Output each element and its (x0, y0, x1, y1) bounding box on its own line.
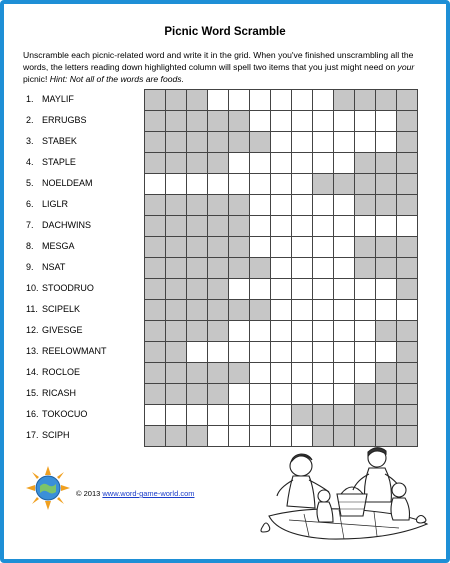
word-game-world-logo (26, 466, 70, 510)
grid-cell-blocked (397, 111, 418, 132)
grid-cell-answer[interactable] (292, 195, 313, 216)
grid-cell-blocked (397, 237, 418, 258)
grid-cell-answer[interactable] (229, 405, 250, 426)
grid-cell-answer[interactable] (271, 111, 292, 132)
clue-word: ERRUGBS (42, 115, 87, 125)
grid-cell-blocked (166, 384, 187, 405)
clue-word: RICASH (42, 388, 77, 398)
instructions (23, 49, 433, 86)
clue-item (26, 262, 65, 272)
grid-cell-blocked (376, 363, 397, 384)
grid-cell-blocked (166, 426, 187, 447)
grid-cell-blocked (397, 195, 418, 216)
instructions-text-2: picnic! (23, 74, 50, 85)
grid-cell-answer[interactable] (334, 195, 355, 216)
website-link[interactable]: www.word-game-world.com (102, 489, 195, 498)
grid-cell-answer[interactable] (187, 174, 208, 195)
grid-cell-answer[interactable] (313, 153, 334, 174)
grid-cell-answer[interactable] (313, 279, 334, 300)
grid-cell-answer[interactable] (292, 279, 313, 300)
grid-cell-answer[interactable] (334, 279, 355, 300)
grid-cell-answer[interactable] (271, 237, 292, 258)
grid-cell-blocked (208, 153, 229, 174)
grid-cell-blocked (376, 153, 397, 174)
grid-cell-answer[interactable] (166, 405, 187, 426)
grid-cell-answer[interactable] (355, 342, 376, 363)
grid-cell-answer[interactable] (271, 342, 292, 363)
grid-cell-blocked (208, 195, 229, 216)
grid-cell-answer[interactable] (250, 279, 271, 300)
grid-cell-answer[interactable] (292, 363, 313, 384)
grid-cell-answer[interactable] (397, 216, 418, 237)
grid-cell-answer[interactable] (229, 321, 250, 342)
grid-cell-blocked (355, 405, 376, 426)
grid-cell-blocked (397, 132, 418, 153)
clue-number: 2. (26, 115, 34, 125)
grid-cell-answer[interactable] (313, 132, 334, 153)
clue-number: 7. (26, 220, 34, 230)
grid-cell-answer[interactable] (271, 384, 292, 405)
grid-cell-answer[interactable] (208, 90, 229, 111)
grid-cell-answer[interactable] (292, 237, 313, 258)
grid-cell-blocked (313, 174, 334, 195)
grid-cell-answer[interactable] (313, 216, 334, 237)
grid-cell-blocked (187, 426, 208, 447)
clue-item (26, 199, 68, 209)
grid-cell-answer[interactable] (229, 174, 250, 195)
grid-cell-blocked (397, 258, 418, 279)
grid-cell-blocked (208, 300, 229, 321)
grid-cell-answer[interactable] (271, 258, 292, 279)
clue-word: SCIPELK (42, 304, 81, 314)
grid-cell-blocked (355, 174, 376, 195)
grid-cell-answer[interactable] (229, 384, 250, 405)
clue-item (26, 304, 80, 314)
grid-cell-answer[interactable] (250, 195, 271, 216)
grid-cell-blocked (397, 279, 418, 300)
clue-number: 12. (26, 325, 39, 335)
grid-cell-answer[interactable] (250, 321, 271, 342)
grid-cell-answer[interactable] (313, 363, 334, 384)
grid-cell-blocked (166, 111, 187, 132)
grid-cell-blocked (313, 405, 334, 426)
grid-cell-answer[interactable] (271, 90, 292, 111)
grid-cell-blocked (376, 405, 397, 426)
grid-cell-answer[interactable] (292, 384, 313, 405)
grid-cell-answer[interactable] (292, 174, 313, 195)
grid-cell-blocked (397, 174, 418, 195)
grid-cell-blocked (166, 258, 187, 279)
grid-cell-blocked (145, 132, 166, 153)
grid-cell-answer[interactable] (292, 216, 313, 237)
grid-cell-blocked (187, 216, 208, 237)
grid-cell-answer[interactable] (250, 363, 271, 384)
clue-word: TOKOCUO (42, 409, 88, 419)
clue-item (26, 283, 94, 293)
grid-cell-blocked (208, 237, 229, 258)
grid-cell-blocked (208, 258, 229, 279)
grid-cell-answer[interactable] (292, 90, 313, 111)
grid-cell-blocked (145, 363, 166, 384)
grid-cell-blocked (355, 258, 376, 279)
grid-cell-answer[interactable] (208, 342, 229, 363)
clue-word: STOODRUO (42, 283, 94, 293)
grid-cell-blocked (166, 216, 187, 237)
clue-number: 1. (26, 94, 34, 104)
grid-cell-blocked (376, 237, 397, 258)
grid-cell-blocked (166, 132, 187, 153)
answer-grid (144, 89, 418, 447)
grid-cell-blocked (376, 258, 397, 279)
grid-cell-answer[interactable] (376, 300, 397, 321)
grid-cell-blocked (229, 132, 250, 153)
grid-cell-blocked (355, 153, 376, 174)
grid-cell-answer[interactable] (292, 258, 313, 279)
grid-cell-answer[interactable] (355, 321, 376, 342)
picnic-illustration (249, 444, 439, 544)
grid-cell-blocked (145, 300, 166, 321)
clue-number: 16. (26, 409, 39, 419)
grid-cell-answer[interactable] (145, 405, 166, 426)
grid-cell-answer[interactable] (334, 132, 355, 153)
grid-cell-blocked (397, 405, 418, 426)
clue-item (26, 388, 76, 398)
clue-word: SCIPH (42, 430, 70, 440)
grid-cell-blocked (166, 279, 187, 300)
grid-cell-blocked (376, 321, 397, 342)
grid-cell-answer[interactable] (292, 153, 313, 174)
grid-cell-blocked (397, 384, 418, 405)
clue-word: DACHWINS (42, 220, 91, 230)
grid-cell-answer[interactable] (145, 174, 166, 195)
grid-cell-answer[interactable] (250, 153, 271, 174)
grid-cell-blocked (229, 300, 250, 321)
grid-cell-answer[interactable] (292, 300, 313, 321)
grid-cell-blocked (376, 384, 397, 405)
grid-cell-blocked (355, 90, 376, 111)
clue-item (26, 115, 87, 125)
grid-cell-answer[interactable] (334, 342, 355, 363)
grid-cell-blocked (229, 258, 250, 279)
grid-cell-answer[interactable] (355, 216, 376, 237)
grid-cell-blocked (187, 111, 208, 132)
grid-cell-blocked (334, 90, 355, 111)
grid-cell-answer[interactable] (271, 195, 292, 216)
clue-number: 17. (26, 430, 39, 440)
grid-cell-blocked (187, 237, 208, 258)
grid-cell-answer[interactable] (292, 132, 313, 153)
grid-cell-blocked (355, 195, 376, 216)
grid-cell-blocked (187, 279, 208, 300)
grid-cell-answer[interactable] (376, 111, 397, 132)
grid-cell-blocked (355, 237, 376, 258)
grid-cell-blocked (334, 405, 355, 426)
grid-cell-answer[interactable] (355, 300, 376, 321)
grid-cell-answer[interactable] (250, 174, 271, 195)
grid-cell-blocked (229, 237, 250, 258)
clue-item (26, 241, 75, 251)
grid-cell-blocked (187, 321, 208, 342)
grid-cell-answer[interactable] (271, 153, 292, 174)
grid-cell-blocked (208, 132, 229, 153)
grid-cell-blocked (166, 300, 187, 321)
clue-number: 14. (26, 367, 39, 377)
grid-cell-blocked (292, 405, 313, 426)
grid-cell-answer[interactable] (208, 426, 229, 447)
grid-cell-blocked (145, 195, 166, 216)
grid-cell-answer[interactable] (313, 384, 334, 405)
clue-word: GIVESGE (42, 325, 83, 335)
grid-cell-blocked (187, 363, 208, 384)
grid-cell-blocked (145, 342, 166, 363)
grid-cell-answer[interactable] (271, 363, 292, 384)
grid-cell-answer[interactable] (334, 300, 355, 321)
grid-cell-answer[interactable] (187, 405, 208, 426)
grid-cell-blocked (208, 279, 229, 300)
grid-cell-answer[interactable] (229, 90, 250, 111)
grid-cell-blocked (334, 174, 355, 195)
instructions-hint: Hint: Not all of the words are foods. (49, 74, 184, 85)
grid-cell-answer[interactable] (355, 111, 376, 132)
grid-cell-blocked (229, 195, 250, 216)
grid-cell-blocked (397, 342, 418, 363)
clue-word: REELOWMANT (42, 346, 107, 356)
grid-cell-answer[interactable] (376, 132, 397, 153)
clue-number: 11. (26, 304, 38, 314)
grid-cell-answer[interactable] (271, 405, 292, 426)
clue-word: MESGA (42, 241, 75, 251)
grid-cell-blocked (250, 132, 271, 153)
grid-cell-blocked (250, 258, 271, 279)
grid-cell-answer[interactable] (250, 384, 271, 405)
grid-cell-answer[interactable] (271, 300, 292, 321)
grid-cell-answer[interactable] (313, 300, 334, 321)
grid-cell-answer[interactable] (334, 153, 355, 174)
grid-cell-answer[interactable] (250, 342, 271, 363)
grid-cell-answer[interactable] (334, 111, 355, 132)
grid-cell-answer[interactable] (397, 300, 418, 321)
grid-cell-blocked (397, 153, 418, 174)
grid-cell-blocked (355, 384, 376, 405)
grid-cell-blocked (376, 195, 397, 216)
clue-number: 4. (26, 157, 34, 167)
clue-item (26, 430, 70, 440)
grid-cell-blocked (376, 174, 397, 195)
grid-cell-answer[interactable] (292, 321, 313, 342)
grid-cell-answer[interactable] (313, 321, 334, 342)
clue-number: 13. (26, 346, 39, 356)
grid-cell-answer[interactable] (271, 279, 292, 300)
grid-cell-answer[interactable] (334, 363, 355, 384)
grid-cell-answer[interactable] (271, 216, 292, 237)
grid-cell-answer[interactable] (271, 132, 292, 153)
clue-item (26, 367, 80, 377)
grid-cell-answer[interactable] (250, 237, 271, 258)
grid-cell-answer[interactable] (355, 132, 376, 153)
copyright-text: © 2013 (76, 489, 103, 498)
grid-cell-answer[interactable] (229, 426, 250, 447)
grid-cell-answer[interactable] (376, 279, 397, 300)
grid-cell-answer[interactable] (229, 279, 250, 300)
grid-cell-blocked (145, 258, 166, 279)
grid-cell-blocked (145, 237, 166, 258)
grid-cell-answer[interactable] (376, 342, 397, 363)
clue-number: 15. (26, 388, 39, 398)
grid-cell-blocked (250, 300, 271, 321)
clue-word: STABEK (42, 136, 77, 146)
grid-cell-blocked (145, 90, 166, 111)
grid-cell-blocked (187, 258, 208, 279)
grid-cell-blocked (145, 384, 166, 405)
clue-item (26, 346, 107, 356)
grid-cell-answer[interactable] (334, 321, 355, 342)
grid-cell-blocked (229, 216, 250, 237)
clue-item (26, 220, 91, 230)
clue-number: 5. (26, 178, 34, 188)
grid-cell-blocked (376, 90, 397, 111)
clue-word: LIGLR (42, 199, 69, 209)
grid-cell-answer[interactable] (376, 216, 397, 237)
grid-cell-blocked (208, 216, 229, 237)
grid-cell-blocked (145, 426, 166, 447)
clue-number: 3. (26, 136, 34, 146)
grid-cell-blocked (145, 153, 166, 174)
grid-cell-answer[interactable] (229, 342, 250, 363)
grid-cell-blocked (187, 153, 208, 174)
grid-cell-blocked (166, 321, 187, 342)
grid-cell-answer[interactable] (271, 321, 292, 342)
grid-cell-blocked (397, 363, 418, 384)
clue-word: STAPLE (42, 157, 76, 167)
grid-cell-blocked (187, 384, 208, 405)
clue-item (26, 94, 74, 104)
clue-number: 6. (26, 199, 34, 209)
grid-cell-answer[interactable] (250, 90, 271, 111)
grid-cell-blocked (145, 111, 166, 132)
clue-word: NSAT (42, 262, 66, 272)
grid-cell-answer[interactable] (250, 216, 271, 237)
grid-cell-blocked (145, 279, 166, 300)
grid-cell-blocked (187, 132, 208, 153)
grid-cell-blocked (166, 195, 187, 216)
grid-cell-answer[interactable] (355, 363, 376, 384)
grid-cell-answer[interactable] (208, 405, 229, 426)
grid-cell-blocked (187, 195, 208, 216)
grid-cell-answer[interactable] (292, 342, 313, 363)
grid-cell-answer[interactable] (334, 237, 355, 258)
grid-cell-blocked (166, 90, 187, 111)
grid-cell-answer[interactable] (229, 153, 250, 174)
clue-item (26, 409, 87, 419)
grid-cell-blocked (208, 321, 229, 342)
grid-cell-blocked (145, 321, 166, 342)
grid-cell-answer[interactable] (208, 174, 229, 195)
clue-number: 9. (26, 262, 34, 272)
clue-item (26, 325, 83, 335)
grid-cell-blocked (208, 363, 229, 384)
grid-cell-blocked (397, 321, 418, 342)
grid-cell-answer[interactable] (313, 237, 334, 258)
grid-cell-blocked (208, 384, 229, 405)
grid-cell-answer[interactable] (313, 258, 334, 279)
grid-cell-blocked (145, 216, 166, 237)
clue-number: 10. (26, 283, 39, 293)
grid-cell-blocked (187, 300, 208, 321)
grid-cell-answer[interactable] (250, 405, 271, 426)
grid-cell-blocked (166, 342, 187, 363)
instructions-text-1: Unscramble each picnic-related word and write it in the grid. When you've finished unscrambling all the words, the letters reading down highlighted column will spell two items that you just might need on (23, 50, 414, 73)
grid-cell-answer[interactable] (187, 342, 208, 363)
grid-cell-blocked (208, 111, 229, 132)
instructions-italic: your (397, 62, 415, 73)
clue-item (26, 136, 77, 146)
clue-item (26, 157, 76, 167)
clue-word: NOELDEAM (42, 178, 93, 188)
copyright-footer (76, 489, 195, 498)
grid-cell-blocked (187, 90, 208, 111)
page-title: Picnic Word Scramble (164, 26, 286, 38)
grid-cell-answer[interactable] (313, 342, 334, 363)
grid-cell-answer[interactable] (271, 174, 292, 195)
grid-cell-blocked (166, 153, 187, 174)
grid-cell-answer[interactable] (250, 111, 271, 132)
clue-number: 8. (26, 241, 34, 251)
grid-cell-blocked (166, 237, 187, 258)
grid-cell-answer[interactable] (313, 111, 334, 132)
grid-cell-answer[interactable] (313, 90, 334, 111)
clue-item (26, 178, 93, 188)
grid-cell-blocked (229, 363, 250, 384)
clue-word: MAYLIF (42, 94, 74, 104)
grid-cell-answer[interactable] (334, 384, 355, 405)
grid-cell-blocked (229, 111, 250, 132)
grid-cell-answer[interactable] (334, 258, 355, 279)
grid-cell-answer[interactable] (166, 174, 187, 195)
grid-cell-answer[interactable] (313, 195, 334, 216)
grid-cell-answer[interactable] (334, 216, 355, 237)
grid-cell-blocked (166, 363, 187, 384)
grid-cell-answer[interactable] (355, 279, 376, 300)
grid-cell-blocked (397, 90, 418, 111)
grid-cell-answer[interactable] (292, 111, 313, 132)
clue-word: ROCLOE (42, 367, 81, 377)
